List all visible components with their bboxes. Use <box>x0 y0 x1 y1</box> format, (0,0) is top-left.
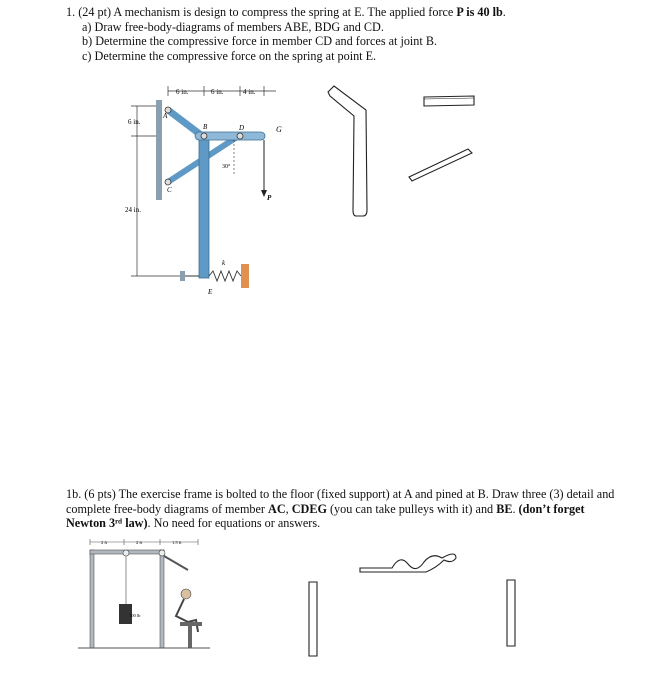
dim-6in-b: 6 in. <box>211 88 224 96</box>
person-head <box>181 589 191 599</box>
q1b-text: 1b. (6 pts) The exercise frame is bolted to the floor (fixed support) at A and pined at B. Draw three (3) detail and complete free-body diagrams of member <box>66 487 615 516</box>
pin-c <box>165 179 171 185</box>
part-a: a) Draw free-body-diagrams of members ABE, BDG and CD. <box>82 19 384 34</box>
pin-d <box>237 133 243 139</box>
dim-6in-left: 6 in. <box>128 118 141 126</box>
question-number: 1. <box>66 5 76 19</box>
dim-24in: 24 in. <box>125 206 141 214</box>
spring <box>209 271 241 281</box>
dim-4in: 4 in. <box>243 88 256 96</box>
person-body <box>176 599 198 632</box>
dim-2ft-b: 2 ft <box>136 540 143 545</box>
question-1-line: 1. (24 pt) A mechanism is design to compress the spring at E. The applied force P is 40 lb. <box>66 5 506 19</box>
pulley-1 <box>123 550 129 556</box>
label-a: A <box>163 112 168 120</box>
newton-note: (don’t forget Newton 3ʳᵈ law) <box>66 501 585 530</box>
question-intro: A mechanism is design to compress the spring at E. The applied force <box>113 5 454 19</box>
label-g: G <box>276 125 282 134</box>
sketch-member-link <box>404 143 476 185</box>
label-k: k <box>222 259 226 267</box>
label-c: C <box>167 186 172 194</box>
pin-b <box>201 133 207 139</box>
frame-arm <box>164 556 188 570</box>
pulley-2 <box>159 550 165 556</box>
question-points: (24 pt) <box>78 5 112 19</box>
question-1 <box>66 5 656 63</box>
mechanism-figure <box>110 80 295 300</box>
member-ac-label: AC <box>268 501 286 516</box>
member-cdeg-label: CDEG <box>291 501 327 516</box>
q1b-end: . No need for equations or answers. <box>147 516 321 530</box>
sketch-ac <box>306 580 320 658</box>
dim-2ft-a: 2 ft <box>101 540 108 545</box>
spring-support <box>241 264 249 288</box>
sketch-cdeg <box>356 548 466 578</box>
q1b-text-2: (you can take pulleys with it) and <box>330 501 494 516</box>
q1b-dot: . <box>512 501 516 516</box>
part-b: b) Determine the compressive force in member CD and forces at joint B. <box>82 34 438 48</box>
sketch-member-bent <box>320 80 395 220</box>
dim-6in-a: 6 in. <box>176 88 189 96</box>
question-1b <box>66 487 626 531</box>
member-be-label: BE <box>496 501 513 516</box>
label-d: D <box>239 124 245 132</box>
sketch-be <box>504 578 518 648</box>
bench-seat <box>180 622 202 626</box>
q1b-comma: , <box>285 501 289 516</box>
bench-leg <box>188 626 192 648</box>
frame-post-right <box>160 550 164 648</box>
dim-1-5ft: 1.5 ft <box>172 540 182 545</box>
label-b: B <box>203 123 208 131</box>
exercise-frame-figure <box>76 536 216 656</box>
label-p: P <box>267 194 272 202</box>
label-e: E <box>208 288 213 296</box>
frame-post-left <box>90 550 94 648</box>
weight-label: 100 lb <box>129 613 141 618</box>
wall <box>156 100 162 200</box>
part-c: c) Determine the compressive force on the spring at point E. <box>82 48 377 63</box>
label-30deg: 30° <box>222 164 231 170</box>
sketch-member-bar <box>420 93 480 111</box>
member-abe <box>199 138 209 278</box>
applied-force: P is 40 lb <box>456 5 503 19</box>
